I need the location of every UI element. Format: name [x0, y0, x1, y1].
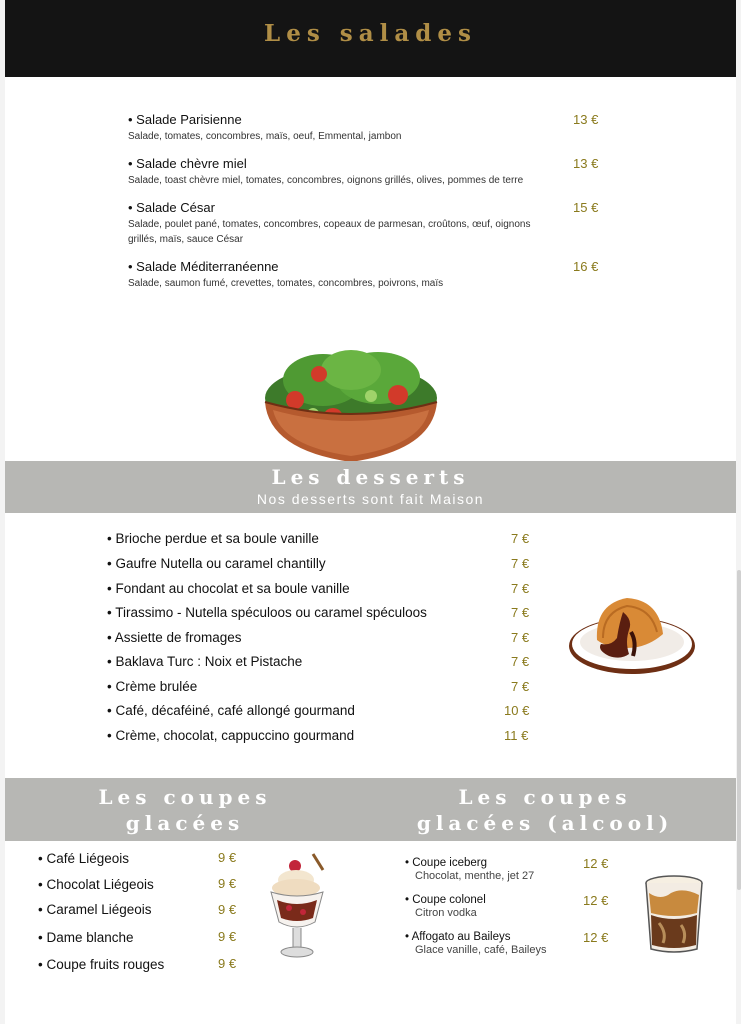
- salad-name: • Salade chèvre miel: [128, 156, 247, 171]
- coupe-name: • Dame blanche: [38, 930, 134, 945]
- dessert-name: • Tirassimo - Nutella spéculoos ou caramel spéculoos: [107, 605, 427, 620]
- coupe-price: 9 €: [218, 902, 237, 917]
- coupe-price: 9 €: [218, 929, 237, 944]
- coupe-alcool-price: 12 €: [583, 856, 609, 871]
- salad-desc: Salade, tomates, concombres, maïs, oeuf, Emmental, jambon: [128, 131, 402, 142]
- coupes-title: [60, 784, 310, 836]
- salad-desc: Salade, poulet pané, tomates, concombres, copeaux de parmesan, croûtons, œuf, oignons grillés, maïs, sauce César: [128, 219, 531, 245]
- coupe-alcool-name: • Affogato au Baileys: [405, 931, 511, 943]
- ice-cream-sundae-illustration: [265, 852, 329, 964]
- coupe-name: • Café Liégeois: [38, 851, 130, 866]
- salad-name: • Salade César: [128, 200, 215, 215]
- salad-price: 15 €: [573, 200, 599, 215]
- salad-item: [128, 200, 543, 247]
- salad-price: 13 €: [573, 156, 599, 171]
- salad-price: 13 €: [573, 112, 599, 127]
- coupe-price: 9 €: [218, 850, 237, 865]
- coupe-alcool-price: 12 €: [583, 893, 609, 908]
- dessert-price: 7 €: [511, 531, 530, 546]
- salad-desc: Salade, toast chèvre miel, tomates, concombres, oignons grillés, olives, pommes de terre: [128, 175, 524, 186]
- coupe-alcool-desc: Glace vanille, café, Baileys: [415, 944, 547, 956]
- dessert-price: 7 €: [511, 679, 530, 694]
- dessert-price: 10 €: [504, 703, 530, 718]
- dessert-price: 7 €: [511, 605, 530, 620]
- coupes-title-line1: Les coupes: [98, 785, 272, 809]
- desserts-subtitle: Nos desserts sont fait Maison: [256, 491, 485, 507]
- coupes-alcool-title: [405, 784, 685, 836]
- salads-title: Les salades: [264, 20, 477, 47]
- dessert-name: • Baklava Turc : Noix et Pistache: [107, 654, 303, 669]
- dessert-name: • Crème brulée: [107, 679, 198, 694]
- coupes-title-line2: glacées: [125, 811, 245, 835]
- dessert-name: • Brioche perdue et sa boule vanille: [107, 531, 319, 546]
- menu-page: [5, 0, 736, 1024]
- salad-item: [128, 259, 568, 291]
- dessert-name: • Fondant au chocolat et sa boule vanille: [107, 581, 350, 596]
- coupe-name: • Caramel Liégeois: [38, 902, 152, 917]
- desserts-header: [5, 461, 736, 513]
- salads-header: [5, 0, 736, 77]
- dessert-price: 7 €: [511, 556, 530, 571]
- desserts-title: Les desserts: [271, 465, 470, 489]
- coupe-name: • Chocolat Liégeois: [38, 877, 154, 892]
- coupe-alcool-name: • Coupe colonel: [405, 894, 486, 906]
- coupe-alcool-price: 12 €: [583, 930, 609, 945]
- salad-item: [128, 156, 568, 188]
- dessert-name: • Assiette de fromages: [107, 630, 242, 645]
- salad-name: • Salade Méditerranéenne: [128, 259, 279, 274]
- dessert-price: 7 €: [511, 581, 530, 596]
- chocolate-fondant-illustration: [567, 590, 697, 680]
- scrollbar[interactable]: [737, 570, 741, 890]
- dessert-name: • Café, décaféiné, café allongé gourmand: [107, 703, 355, 718]
- coupes-alcool-title-line2: glacées (alcool): [416, 811, 674, 835]
- salad-bowl-illustration: [253, 340, 449, 462]
- dessert-price: 11 €: [504, 728, 529, 743]
- coupe-alcool-desc: Citron vodka: [415, 907, 477, 919]
- coupe-alcool-desc: Chocolat, menthe, jet 27: [415, 870, 535, 882]
- coupe-name: • Coupe fruits rouges: [38, 957, 165, 972]
- coupe-price: 9 €: [218, 956, 237, 971]
- affogato-glass-illustration: [641, 873, 707, 955]
- dessert-price: 7 €: [511, 654, 530, 669]
- salad-item: [128, 112, 568, 144]
- dessert-name: • Crème, chocolat, cappuccino gourmand: [107, 728, 355, 743]
- coupe-alcool-name: • Coupe iceberg: [405, 857, 488, 869]
- coupes-alcool-title-line1: Les coupes: [458, 785, 632, 809]
- salad-desc: Salade, saumon fumé, crevettes, tomates, concombres, poivrons, maïs: [128, 278, 444, 289]
- coupe-price: 9 €: [218, 876, 237, 891]
- salad-name: • Salade Parisienne: [128, 112, 242, 127]
- dessert-name: • Gaufre Nutella ou caramel chantilly: [107, 556, 326, 571]
- salad-price: 16 €: [573, 259, 599, 274]
- dessert-price: 7 €: [511, 630, 530, 645]
- coupes-header: [5, 778, 736, 841]
